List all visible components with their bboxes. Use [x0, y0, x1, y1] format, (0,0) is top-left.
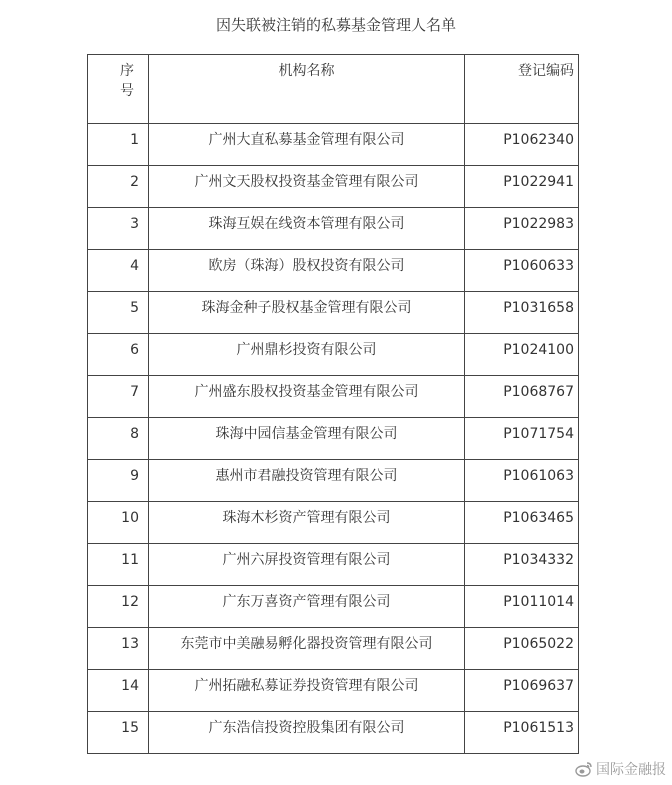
cell-seq: 11	[88, 544, 149, 586]
table-row	[88, 628, 579, 670]
cell-code: P1071754	[465, 418, 579, 460]
header-name: 机构名称	[149, 55, 465, 124]
watermark-text: 国际金融报	[596, 762, 666, 778]
cell-code: P1063465	[465, 502, 579, 544]
cell-name: 广州盛东股权投资基金管理有限公司	[149, 376, 465, 418]
cell-code: P1034332	[465, 544, 579, 586]
cell-name: 珠海金种子股权基金管理有限公司	[149, 292, 465, 334]
cell-name: 广东万喜资产管理有限公司	[149, 586, 465, 628]
table-row	[88, 670, 579, 712]
cell-seq: 10	[88, 502, 149, 544]
cell-name: 广州拓融私募证券投资管理有限公司	[149, 670, 465, 712]
cell-seq: 4	[88, 250, 149, 292]
table-row	[88, 544, 579, 586]
table-row	[88, 586, 579, 628]
cell-seq: 6	[88, 334, 149, 376]
cell-seq: 8	[88, 418, 149, 460]
table-header-row	[88, 55, 579, 124]
cell-seq: 3	[88, 208, 149, 250]
cell-name: 珠海中园信基金管理有限公司	[149, 418, 465, 460]
cell-code: P1011014	[465, 586, 579, 628]
cell-name: 广州鼎杉投资有限公司	[149, 334, 465, 376]
table-row	[88, 208, 579, 250]
cell-code: P1069637	[465, 670, 579, 712]
weibo-icon	[575, 761, 593, 777]
cell-name: 珠海互娱在线资本管理有限公司	[149, 208, 465, 250]
page-title: 因失联被注销的私募基金管理人名单	[215, 16, 456, 34]
cell-code: P1024100	[465, 334, 579, 376]
cell-code: P1062340	[465, 124, 579, 166]
table-row	[88, 418, 579, 460]
table-row	[88, 292, 579, 334]
table-row	[88, 376, 579, 418]
cell-name: 惠州市君融投资管理有限公司	[149, 460, 465, 502]
cell-seq: 13	[88, 628, 149, 670]
cell-code: P1022983	[465, 208, 579, 250]
cell-code: P1031658	[465, 292, 579, 334]
cell-code: P1022941	[465, 166, 579, 208]
cell-name: 广州大直私募基金管理有限公司	[149, 124, 465, 166]
cell-code: P1060633	[465, 250, 579, 292]
cell-seq: 9	[88, 460, 149, 502]
cell-code: P1065022	[465, 628, 579, 670]
cell-seq: 12	[88, 586, 149, 628]
cell-name: 广州文天股权投资基金管理有限公司	[149, 166, 465, 208]
header-code: 登记编码	[465, 55, 579, 124]
cell-seq: 1	[88, 124, 149, 166]
table-row	[88, 334, 579, 376]
cell-code: P1061063	[465, 460, 579, 502]
cell-name: 广东浩信投资控股集团有限公司	[149, 712, 465, 754]
cell-code: P1068767	[465, 376, 579, 418]
table-row	[88, 166, 579, 208]
cell-seq: 7	[88, 376, 149, 418]
cell-seq: 2	[88, 166, 149, 208]
cell-name: 欧房（珠海）股权投资有限公司	[149, 250, 465, 292]
table-row	[88, 124, 579, 166]
table-row	[88, 250, 579, 292]
cell-name: 珠海木杉资产管理有限公司	[149, 502, 465, 544]
table-row	[88, 502, 579, 544]
header-seq: 序号	[88, 55, 149, 124]
cell-seq: 14	[88, 670, 149, 712]
cell-name: 东莞市中美融易孵化器投资管理有限公司	[149, 628, 465, 670]
table-row	[88, 712, 579, 754]
cell-seq: 5	[88, 292, 149, 334]
cell-seq: 15	[88, 712, 149, 754]
cell-code: P1061513	[465, 712, 579, 754]
manager-table	[87, 54, 579, 754]
watermark	[575, 759, 666, 779]
table-row	[88, 460, 579, 502]
cell-name: 广州六屏投资管理有限公司	[149, 544, 465, 586]
